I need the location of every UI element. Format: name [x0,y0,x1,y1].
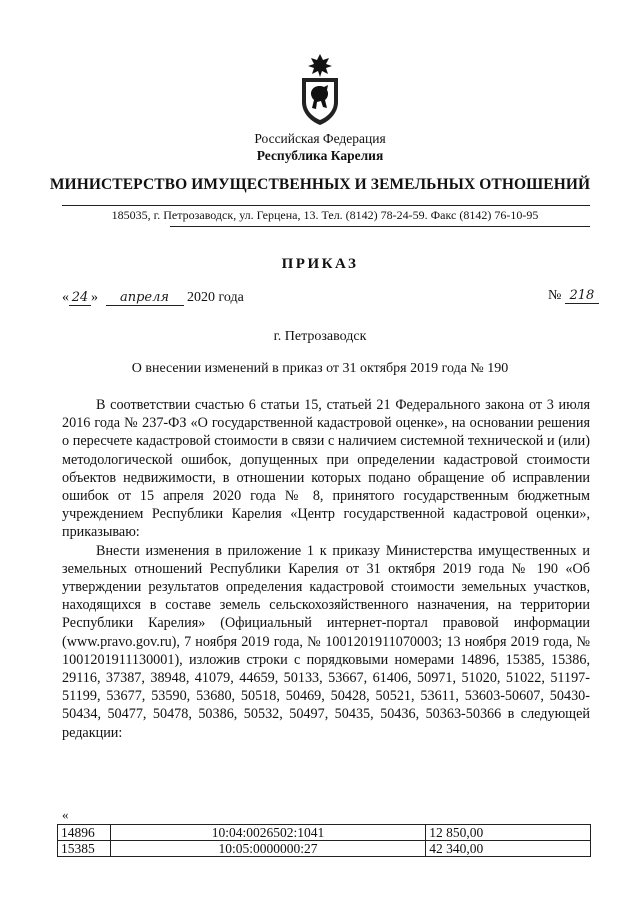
date-quote-close: » [91,290,98,305]
country-name: Российская Федерация [254,131,386,146]
document-date [62,290,244,306]
date-quote-open: « [62,290,69,305]
cadastral-number: 10:05:0000000:27 [110,841,425,857]
republic-name: Республика Карелия [256,148,384,163]
table-quote-open: « [62,807,69,822]
cadastral-table [57,824,591,857]
row-number: 14896 [58,825,111,841]
table-row [58,825,591,841]
body-paragraph-1: В соответствии счастью 6 статьи 15, статьей 21 Федерального закона от 3 июля 2016 года № 237-ФЗ «О государственной кадастровой оценке», на основании решения о пересчете кадастровой стоимости в связи с наличием системной технической и (или) методологической ошибок, допущенных при определении кадастровой стоимости объектов недвижимости, в отношении которых подано обращение об исправлении ошибок от 15 апреля 2020 года № 8, принятого государственным бюджетным учреждением Республики Карелия «Центр государственной кадастровой оценки», приказываю: [62,397,590,541]
date-day: 24 [69,290,91,306]
body-paragraph-2: Внести изменения в приложение 1 к приказу Министерства имущественных и земельных отношений Республики Карелия от 31 октября 2019 года № 190 «Об утверждении результатов определения кадастровой стоимости земельных участков, находящихся в составе земель сельскохозяйственного назначения, на территории Республики Карелия» (Официальный интернет-портал правовой информации (www.pravo.gov.ru), 7 ноября 2019 года, № 1001201911070003; 13 ноября 2019 года, № 1001201911130001), изложив строки с порядковыми номерами 14896, 15385, 15386, 29116, 37387, 38948, 41079, 44659, 50133, 53667, 61406, 50971, 51020, 51022, 51197- 51199, 53677, 53590, 53680, 50518, 50469, 50428, 50521, 53611, 53603-50607, 50430-50434, 50477, 50478, 50386, 50532, 50497, 50435, 50436, 50363-50366 в следующей редакции: [62,542,590,741]
document-number [548,288,599,304]
row-number: 15385 [58,841,111,857]
ministry-address: 185035, г. Петрозаводск, ул. Герцена, 13. Тел. (8142) 78-24-59. Факс (8142) 76-10-95 [111,208,539,222]
karelia-coat-of-arms-icon [298,52,342,126]
cadastral-value: 42 340,00 [426,841,591,857]
document-subject: О внесении изменений в приказ от 31 октября 2019 года № 190 [131,361,509,376]
document-body [62,396,590,742]
date-year: 2020 года [187,290,244,305]
table-row [58,841,591,857]
cadastral-value: 12 850,00 [426,825,591,841]
cadastral-number: 10:04:0026502:1041 [110,825,425,841]
number-value: 218 [565,288,599,304]
number-label: № [548,288,562,303]
date-month: апреля [106,290,184,306]
document-type: ПРИКАЗ [281,256,359,272]
ministry-name: МИНИСТЕРСТВО ИМУЩЕСТВЕННЫХ И ЗЕМЕЛЬНЫХ ОТНОШЕНИЙ [49,176,591,193]
header-divider [62,205,590,206]
address-underline [170,226,590,227]
document-city: г. Петрозаводск [273,329,367,344]
